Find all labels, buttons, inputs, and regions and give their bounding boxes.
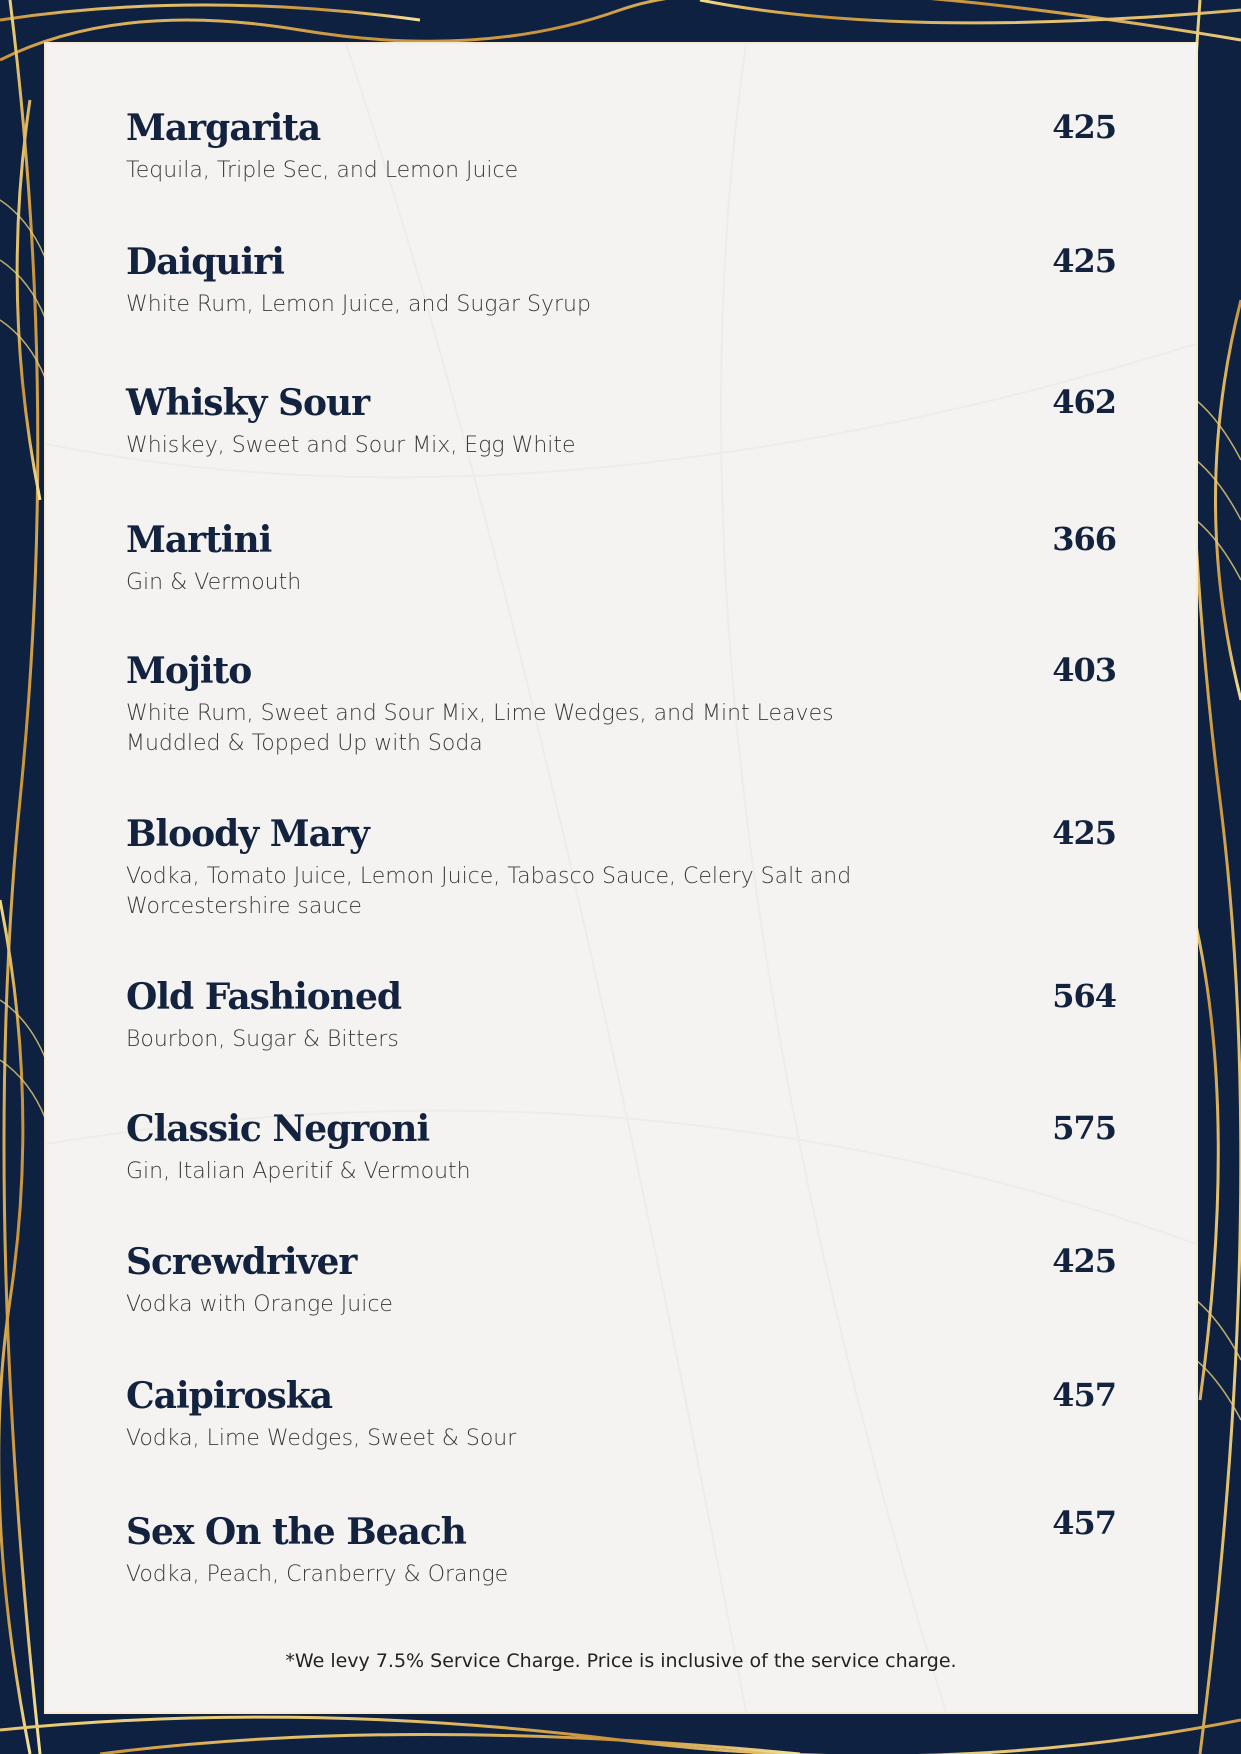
item-name: Caipiroska	[126, 1375, 333, 1417]
item-description: Gin & Vermouth	[126, 570, 302, 595]
menu-item-screwdriver	[126, 1240, 1116, 1320]
menu-item-caipiroska	[126, 1374, 1116, 1454]
item-price: 564	[1052, 977, 1116, 1015]
item-description: White Rum, Sweet and Sour Mix, Lime Wedges, and Mint Leaves Muddled & Topped Up with Soda	[126, 701, 834, 756]
item-description: Vodka, Lime Wedges, Sweet & Sour	[126, 1426, 517, 1451]
item-name: Bloody Mary	[126, 813, 369, 855]
item-name: Whisky Sour	[126, 382, 370, 424]
menu-item-classic-negroni	[126, 1107, 1116, 1187]
service-charge-note: *We levy 7.5% Service Charge. Price is inclusive of the service charge.	[285, 1650, 957, 1672]
item-name: Screwdriver	[126, 1241, 357, 1283]
item-price: 462	[1052, 383, 1116, 421]
item-price: 425	[1052, 108, 1116, 146]
item-price: 425	[1052, 1242, 1116, 1280]
menu-item-old-fashioned	[126, 975, 1116, 1055]
item-name: Margarita	[126, 107, 321, 149]
menu-card	[46, 44, 1196, 1712]
menu-item-daiquiri	[126, 240, 1116, 320]
menu-item-margarita	[126, 106, 1116, 186]
item-name: Sex On the Beach	[126, 1511, 466, 1553]
item-description: Vodka with Orange Juice	[126, 1292, 393, 1317]
item-name: Mojito	[126, 650, 252, 692]
item-description: Whiskey, Sweet and Sour Mix, Egg White	[126, 433, 576, 458]
item-description: Vodka, Tomato Juice, Lemon Juice, Tabasco Sauce, Celery Salt and Worcestershire sauce	[126, 864, 852, 919]
menu-item-whisky-sour	[126, 381, 1116, 461]
item-name: Daiquiri	[126, 241, 284, 283]
item-price: 425	[1052, 814, 1116, 852]
item-price: 366	[1052, 520, 1116, 558]
item-price: 403	[1052, 651, 1116, 689]
menu-item-mojito	[126, 649, 1116, 759]
item-price: 457	[1052, 1504, 1116, 1542]
item-name: Old Fashioned	[126, 976, 402, 1018]
menu-item-bloody-mary	[126, 812, 1116, 922]
item-price: 575	[1052, 1109, 1116, 1147]
item-description: Gin, Italian Aperitif & Vermouth	[126, 1159, 471, 1184]
item-description: Bourbon, Sugar & Bitters	[126, 1027, 399, 1052]
item-name: Classic Negroni	[126, 1108, 430, 1150]
item-description: White Rum, Lemon Juice, and Sugar Syrup	[126, 292, 591, 317]
menu-item-sex-on-the-beach	[126, 1504, 1116, 1590]
item-name: Martini	[126, 519, 272, 561]
menu-item-martini	[126, 518, 1116, 598]
item-description: Vodka, Peach, Cranberry & Orange	[126, 1562, 509, 1587]
item-description: Tequila, Triple Sec, and Lemon Juice	[126, 158, 519, 183]
item-price: 425	[1052, 242, 1116, 280]
item-price: 457	[1052, 1376, 1116, 1414]
